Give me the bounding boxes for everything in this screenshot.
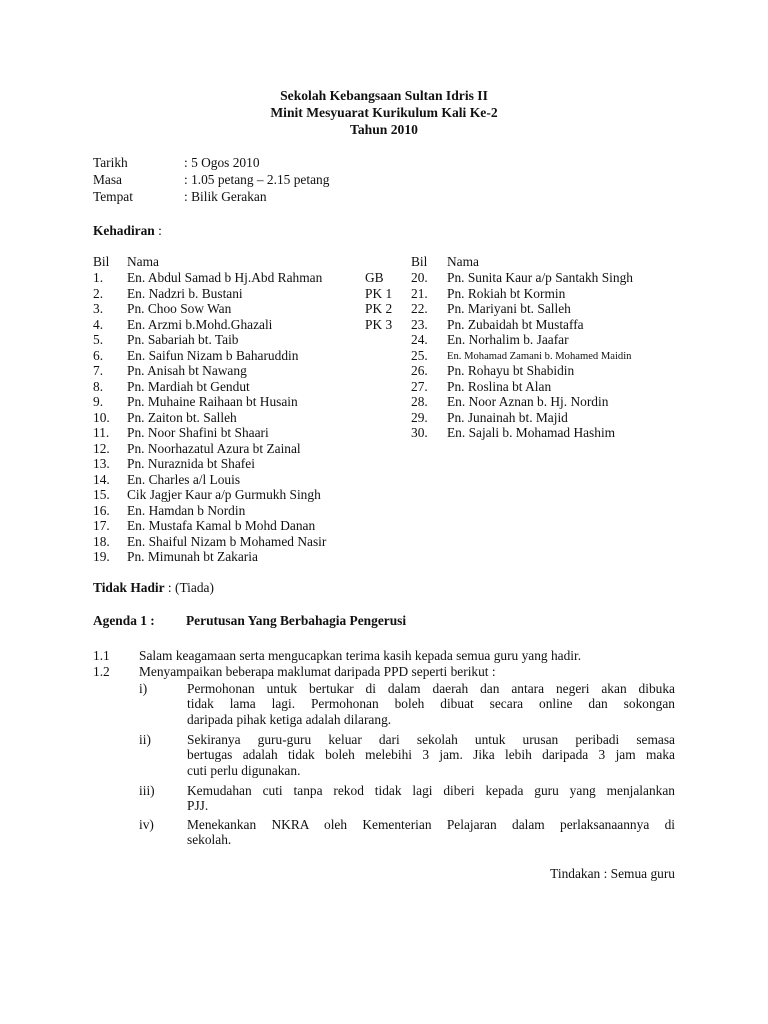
- subitem-number: ii): [139, 732, 151, 747]
- meeting-year: Tahun 2010: [350, 122, 418, 137]
- subitem-line: cuti perlu digunakan.: [187, 762, 301, 778]
- attendee-name: Pn. Mardiah bt Gendut: [127, 378, 250, 394]
- attendee-row: [411, 348, 691, 363]
- attendee-number: 21.: [411, 285, 428, 301]
- attendee-name: Pn. Junainah bt. Majid: [447, 409, 568, 425]
- agenda-1-heading: [93, 613, 593, 628]
- attendee-number: 15.: [93, 487, 110, 502]
- attendee-number: 7.: [93, 363, 104, 378]
- column-nama: Nama: [447, 254, 479, 269]
- agenda-item: [93, 648, 693, 663]
- attendance-heading: [93, 223, 162, 238]
- attendee-row: [93, 379, 403, 394]
- attendee-name: En. Nadzri b. Bustani: [127, 285, 243, 301]
- attendee-row: [411, 270, 691, 285]
- attendee-row: [93, 472, 403, 487]
- attendee-number: 10.: [93, 409, 110, 425]
- info-value: : 5 Ogos 2010: [184, 155, 260, 170]
- attendee-number: 19.: [93, 549, 110, 564]
- attendee-number: 24.: [411, 332, 428, 347]
- attendee-name: Pn. Sunita Kaur a/p Santakh Singh: [447, 270, 633, 285]
- absent-line: [93, 580, 214, 595]
- attendee-name: En. Charles a/l Louis: [127, 471, 241, 487]
- attendee-number: 20.: [411, 270, 428, 285]
- attendee-name: Pn. Choo Sow Wan: [127, 301, 232, 316]
- column-bil: Bil: [93, 254, 110, 269]
- attendee-number: 6.: [93, 347, 104, 363]
- attendee-post: PK 1: [365, 285, 393, 301]
- subitem-number: iv): [139, 817, 154, 832]
- attendee-number: 22.: [411, 301, 428, 316]
- attendee-name: Cik Jagjer Kaur a/p Gurmukh Singh: [127, 487, 321, 502]
- subitem-line: bertugas adalah tidak boleh melebihi 3 jam. Jika lebih daripada 3 jam maka: [187, 747, 675, 763]
- attendee-row: [411, 286, 691, 301]
- attendee-number: 27.: [411, 378, 428, 394]
- attendee-number: 28.: [411, 394, 428, 409]
- action-note: Tindakan : Semua guru: [550, 866, 675, 881]
- attendee-row: [93, 487, 403, 502]
- attendee-row: [93, 549, 403, 564]
- attendance-left-header: [93, 254, 393, 269]
- attendee-row: [411, 394, 691, 409]
- attendee-number: 29.: [411, 409, 428, 425]
- attendee-number: 12.: [93, 440, 110, 456]
- subitem-line: Permohonan untuk bertukar di dalam daerah dan antara negeri akan dibuka: [187, 681, 675, 696]
- attendee-number: 17.: [93, 518, 110, 533]
- attendee-number: 13.: [93, 456, 110, 471]
- attendee-row: [93, 503, 403, 518]
- attendee-name: En. Shaiful Nizam b Mohamed Nasir: [127, 533, 327, 549]
- subitem-number: i): [139, 681, 148, 696]
- attendee-name: En. Mohamad Zamani b. Mohamed Maidin: [447, 350, 632, 362]
- attendee-number: 11.: [93, 425, 110, 440]
- attendee-number: 9.: [93, 394, 104, 409]
- subitem-text: [187, 681, 675, 727]
- attendee-row: [411, 332, 691, 347]
- attendee-post: PK 3: [365, 316, 393, 332]
- attendee-number: 26.: [411, 363, 428, 378]
- meeting-title: Minit Mesyuarat Kurikulum Kali Ke-2: [270, 105, 498, 120]
- attendee-number: 25.: [411, 347, 428, 363]
- attendee-name: En. Noor Aznan b. Hj. Nordin: [447, 394, 609, 409]
- attendee-name: Pn. Zaiton bt. Salleh: [127, 409, 237, 425]
- attendee-name: En. Norhalim b. Jaafar: [447, 332, 569, 347]
- column-bil: Bil: [411, 254, 428, 269]
- attendee-row: [93, 332, 403, 347]
- attendee-name: Pn. Mariyani bt. Salleh: [447, 301, 571, 316]
- subitem-line: Sekiranya guru-guru keluar dari sekolah untuk urusan peribadi semasa: [187, 732, 675, 747]
- attendance-heading-label: Kehadiran: [93, 223, 155, 238]
- attendee-row: [93, 301, 403, 316]
- attendee-row: [93, 534, 403, 549]
- attendee-row: [93, 348, 403, 363]
- attendee-post: PK 2: [365, 301, 393, 316]
- attendee-row: [93, 286, 403, 301]
- attendee-name: En. Sajali b. Mohamad Hashim: [447, 425, 616, 440]
- attendee-name: Pn. Roslina bt Alan: [447, 378, 552, 394]
- attendee-row: [411, 363, 691, 378]
- info-label: Tempat: [93, 189, 133, 204]
- attendance-heading-colon: :: [154, 223, 162, 238]
- info-value: : Bilik Gerakan: [184, 189, 267, 204]
- school-name: Sekolah Kebangsaan Sultan Idris II: [280, 88, 488, 103]
- attendee-name: Pn. Rohayu bt Shabidin: [447, 363, 575, 378]
- attendee-name: En. Saifun Nizam b Baharuddin: [127, 347, 299, 363]
- attendee-row: [93, 425, 403, 440]
- attendee-row: [411, 301, 691, 316]
- attendee-number: 4.: [93, 316, 104, 332]
- attendee-number: 30.: [411, 425, 428, 440]
- info-value: : 1.05 petang – 2.15 petang: [184, 172, 330, 187]
- subitem-line: Menekankan NKRA oleh Kementerian Pelajaran dalam perlaksanaannya di: [187, 817, 675, 832]
- column-nama: Nama: [127, 254, 159, 269]
- attendee-name: Pn. Noor Shafini bt Shaari: [127, 425, 269, 440]
- attendee-row: [93, 363, 403, 378]
- attendee-number: 2.: [93, 285, 104, 301]
- attendee-row: [93, 270, 403, 285]
- attendee-name: Pn. Muhaine Raihaan bt Husain: [127, 394, 298, 409]
- attendee-row: [93, 441, 403, 456]
- attendee-row: [93, 317, 403, 332]
- attendee-row: [93, 410, 403, 425]
- subitem-text: [187, 817, 675, 848]
- subitem-number: iii): [139, 783, 155, 798]
- attendee-number: 14.: [93, 471, 110, 487]
- attendee-name: Pn. Noorhazatul Azura bt Zainal: [127, 440, 301, 456]
- absent-label: Tidak Hadir: [93, 580, 165, 595]
- subitem-line: Kemudahan cuti tanpa rekod tidak lagi diberi kepada guru yang menjalankan: [187, 783, 675, 798]
- attendee-number: 3.: [93, 301, 104, 316]
- attendee-post: GB: [365, 270, 384, 285]
- attendee-number: 23.: [411, 316, 428, 332]
- attendee-name: Pn. Mimunah bt Zakaria: [127, 549, 258, 564]
- attendee-row: [411, 425, 691, 440]
- attendee-name: En. Hamdan b Nordin: [127, 502, 246, 518]
- agenda-item-text: Salam keagamaan serta mengucapkan terima kasih kepada semua guru yang hadir.: [139, 648, 582, 663]
- attendee-name: Pn. Zubaidah bt Mustaffa: [447, 316, 584, 332]
- agenda-item-number: 1.2: [93, 664, 110, 679]
- attendee-name: En. Mustafa Kamal b Mohd Danan: [127, 518, 316, 533]
- info-label: Tarikh: [93, 155, 128, 170]
- attendee-name: Pn. Anisah bt Nawang: [127, 363, 247, 378]
- info-row-date: [93, 155, 493, 170]
- info-label: Masa: [93, 172, 123, 187]
- subitem-line: tidak lama lagi. Permohonan boleh dibuat secara online dan sokongan: [187, 696, 675, 712]
- attendee-name: En. Arzmi b.Mohd.Ghazali: [127, 316, 273, 332]
- agenda-label: Agenda 1 :: [93, 613, 155, 628]
- attendee-row: [93, 456, 403, 471]
- attendee-row: [93, 518, 403, 533]
- subitem-text: [187, 783, 675, 814]
- absent-value: : (Tiada): [164, 580, 214, 595]
- attendee-number: 8.: [93, 378, 104, 394]
- attendee-row: [411, 379, 691, 394]
- attendee-name: Pn. Rokiah bt Kormin: [447, 285, 566, 301]
- info-row-place: [93, 189, 493, 204]
- attendee-row: [93, 394, 403, 409]
- info-row-time: [93, 172, 493, 187]
- attendee-row: [411, 317, 691, 332]
- agenda-item: [93, 664, 693, 679]
- subitem-line: sekolah.: [187, 832, 232, 848]
- attendee-name: En. Abdul Samad b Hj.Abd Rahman: [127, 270, 323, 285]
- subitem-text: [187, 732, 675, 778]
- agenda-title: Perutusan Yang Berbahagia Pengerusi: [186, 613, 407, 628]
- agenda-item-number: 1.1: [93, 648, 110, 663]
- attendee-row: [411, 410, 691, 425]
- attendee-number: 5.: [93, 332, 104, 347]
- attendance-right-header: [411, 254, 691, 269]
- attendee-number: 16.: [93, 502, 110, 518]
- agenda-item-text: Menyampaikan beberapa maklumat daripada PPD seperti berikut :: [139, 664, 496, 679]
- attendee-name: Pn. Nuraznida bt Shafei: [127, 456, 255, 471]
- attendee-number: 18.: [93, 533, 110, 549]
- attendee-name: Pn. Sabariah bt. Taib: [127, 332, 239, 347]
- attendee-number: 1.: [93, 270, 104, 285]
- subitem-line: PJJ.: [187, 798, 209, 814]
- subitem-line: daripada pihak ketiga adalah dilarang.: [187, 711, 392, 727]
